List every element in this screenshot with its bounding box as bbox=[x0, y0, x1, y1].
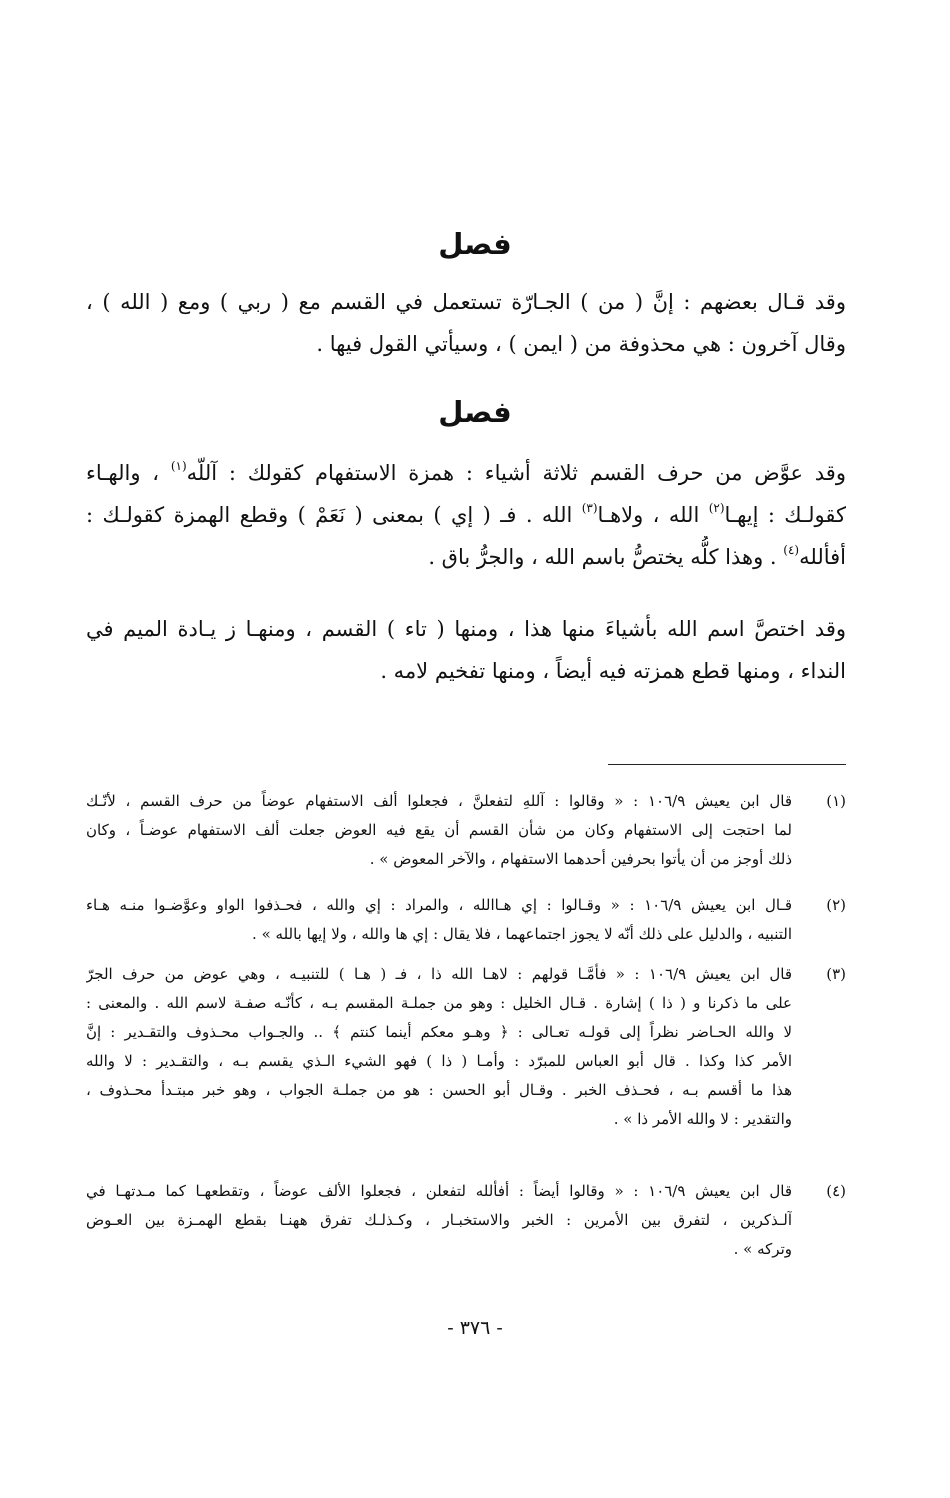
footnote-line: آلـذكرين ، لتفرق بين الأمرين : الخبر والاستخبـار ، وكـذلـك تفرق ههنـا بقطع الهمـزة بين العـوض bbox=[86, 1211, 792, 1229]
footnote-ref-4[interactable]: (٤) bbox=[783, 543, 800, 557]
line-text: كقولـك : إيهـا bbox=[724, 503, 846, 527]
footnote-line: وتركه » . bbox=[733, 1240, 792, 1258]
paragraph-line bbox=[86, 452, 846, 494]
footnote-line: ذلك أوجز من أن يأتوا بحرفين أحدهما الاستفهام ، والآخر المعوض » . bbox=[369, 850, 792, 868]
paragraph-line: وقد اختصَّ اسم الله بأشياءَ منها هذا ، ومنها ( تاء ) القسم ، ومنهـا ز يـادة الميم في bbox=[86, 617, 846, 641]
footnote-line: قال ابن يعيش ١٠٦/٩ : « فأمَّـا قولهم : لاهـا الله ذا ، فـ ( هـا ) للتنبيـه ، وهي عوض من حرف الجرّ bbox=[86, 965, 792, 983]
paragraph-line bbox=[86, 494, 846, 536]
footnote-line: قال ابن يعيش ١٠٦/٩ : « وقالوا أيضاً : أفألله لتفعلن ، فجعلوا الألف عوضاً ، وتقطعهـا كما مـدتهـا في bbox=[86, 1182, 792, 1200]
line-text: أفألله bbox=[799, 545, 846, 569]
footnote-ref-3[interactable]: (٣) bbox=[581, 501, 598, 515]
footnote-line: التنبيه ، والدليل على ذلك أنّه لا يجوز اجتماعهما ، فلا يقال : إي ها والله ، ولا إيها بالله » . bbox=[252, 925, 792, 943]
line-text: . وهذا كلُّه يختصُّ باسم الله ، والجرُّ باق . bbox=[428, 545, 784, 569]
page-number: - ٣٧٦ - bbox=[447, 1317, 503, 1339]
footnote-line: لما احتجت إلى الاستفهام وكان من شأن القسم أن يقع فيه العوض جعلت ألف الاستفهام عوضـاً ، وكان bbox=[86, 821, 792, 839]
footnote-line: لا والله الحـاضر نظراً إلى قولـه تعـالى : ﴿ وهـو معكم أينما كنتم ﴾ .. والجـواب محـذوف والتقـدير : إنَّ bbox=[86, 1023, 792, 1041]
section-heading-1: فصل bbox=[438, 227, 512, 261]
footnote-line: على ما ذكرنا و ( ذا ) إشارة . قـال الخليل : وهو من جملـة المقسم بـه ، كأنّـه صفـة لاسم الله . والمعنى : bbox=[86, 994, 792, 1012]
footnote-ref-2[interactable]: (٢) bbox=[708, 501, 725, 515]
footnote-1 bbox=[86, 787, 846, 874]
paragraph-3 bbox=[86, 608, 846, 692]
footnote-line: هذا ما أقسم بـه ، فحـذف الخبر . وقـال أبو الحسن : هو من جملـة الجواب ، وهو خبر مبتـدأ محـذوف ، bbox=[86, 1081, 792, 1099]
paragraph-1 bbox=[86, 281, 846, 365]
footnote-line: قال ابن يعيش ١٠٦/٩ : « وقالوا : آللهِ لتفعلنَّ ، فجعلوا ألف الاستفهام عوضاً من حرف القسم ، لأنّـك bbox=[86, 792, 792, 810]
footnote-3 bbox=[86, 960, 846, 1134]
footnote-number: (٤) bbox=[826, 1182, 846, 1200]
paragraph-line bbox=[86, 536, 846, 578]
paragraph-line: وقال آخرون : هي محذوفة من ( ايمن ) ، وسيأتي القول فيها . bbox=[316, 332, 846, 356]
footnote-ref-1[interactable]: (١) bbox=[170, 459, 187, 473]
paragraph-line: وقد قـال بعضهم : إنَّ ( من ) الجـارّة تستعمل في القسم مع ( ربي ) ومع ( الله ) ، bbox=[86, 290, 846, 314]
line-text: ، والهـاء bbox=[86, 461, 171, 485]
line-text: الله ، ولاهـا bbox=[597, 503, 709, 527]
footnote-number: (٢) bbox=[826, 896, 846, 914]
paragraph-2 bbox=[86, 452, 846, 578]
footnote-line: والتقدير : لا والله الأمر ذا » . bbox=[613, 1110, 792, 1128]
line-text: وقد عوَّض من حرف القسم ثلاثة أشياء : همزة الاستفهام كقولك : آللّه bbox=[186, 461, 846, 485]
line-text: الله . فـ ( إي ) بمعنى ( نَعَمْ ) وقطع الهمزة كقولـك : bbox=[86, 503, 582, 527]
footnote-line: قـال ابن يعيش ١٠٦/٩ : « وقـالوا : إي هـاالله ، والمراد : إي والله ، فحـذفوا الواو وعوَّضـوا منـه هـاء bbox=[86, 896, 792, 914]
footnote-number: (١) bbox=[826, 792, 846, 810]
footnote-2 bbox=[86, 891, 846, 949]
paragraph-line: النداء ، ومنها قطع همزته فيه أيضاً ، ومنها تفخيم لامه . bbox=[380, 659, 846, 683]
footnote-separator bbox=[608, 764, 846, 765]
footnote-number: (٣) bbox=[826, 965, 846, 983]
footnote-line: الأمر كذا وكذا . قال أبو العباس للمبرّد : وأمـا ( ذا ) فهو الشيء الـذي يقسم بـه ، والتقـدير : لا والله bbox=[86, 1052, 792, 1070]
section-heading-2: فصل bbox=[438, 395, 512, 429]
footnote-4 bbox=[86, 1177, 846, 1264]
